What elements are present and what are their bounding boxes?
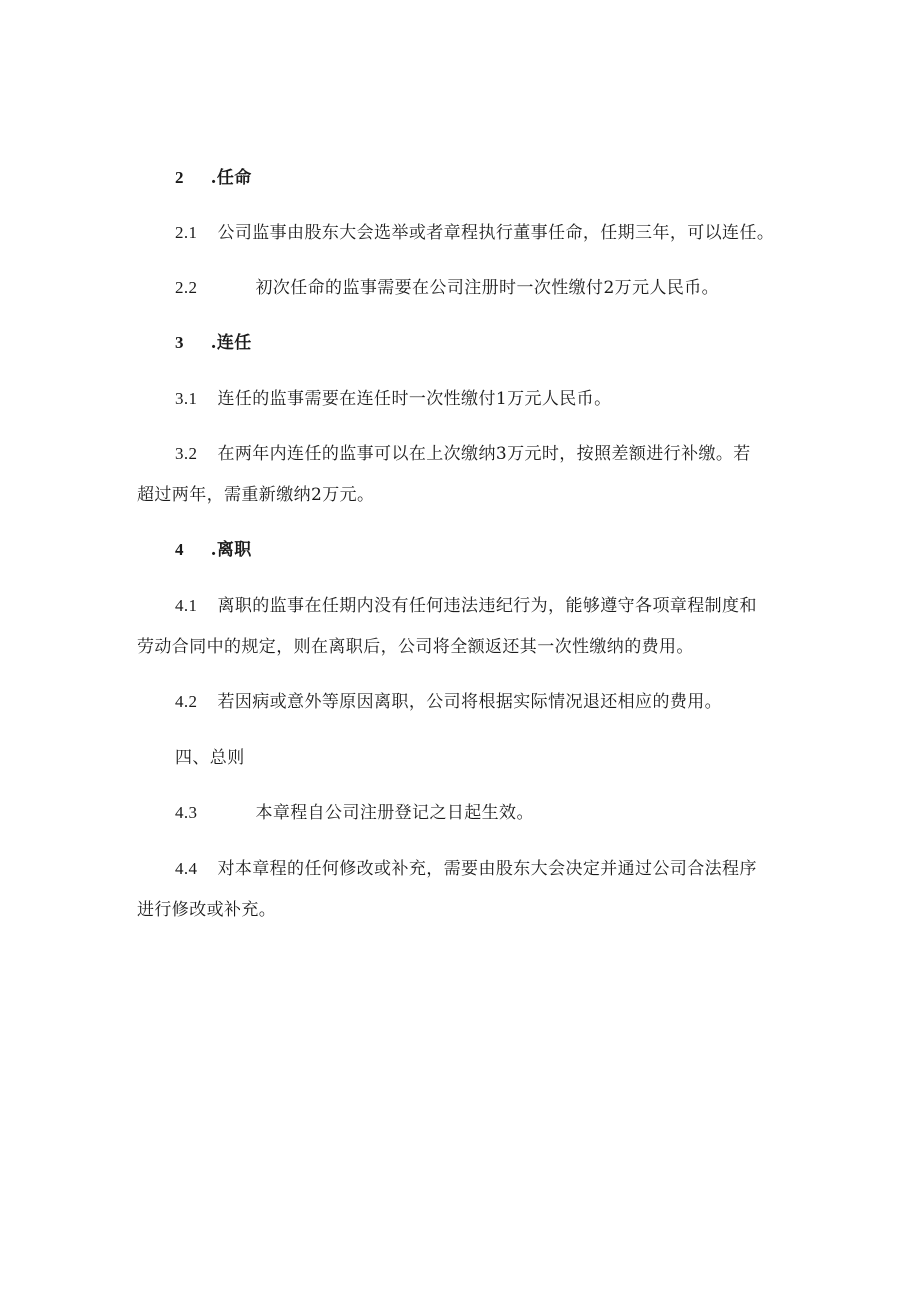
clause-3-2-continuation [137, 484, 374, 506]
clause-2-2 [175, 277, 719, 299]
clause-text: 离职的监事在任期内没有任何违法违纪行为，能够遵守各项章程制度和 [217, 596, 757, 616]
clause-text-continuation: 超过两年，需重新缴纳2万元。 [137, 485, 375, 505]
section-number: 4 [175, 540, 184, 559]
clause-4-1-continuation [137, 636, 694, 658]
clause-text: 对本章程的任何修改或补充，需要由股东大会决定并通过公司合法程序 [217, 859, 757, 879]
clause-number: 2.2 [175, 278, 198, 297]
section-heading-appointment [175, 167, 252, 189]
section-heading-general [175, 747, 245, 769]
section-title: 四、总则 [175, 748, 245, 768]
clause-3-2 [175, 443, 751, 465]
clause-4-3 [175, 802, 534, 824]
clause-number: 4.4 [175, 859, 198, 878]
clause-number: 4.1 [175, 596, 198, 615]
clause-4-4 [175, 858, 757, 880]
clause-text: 初次任命的监事需要在公司注册时一次性缴付2万元人民币。 [255, 278, 720, 298]
clause-text-continuation: 进行修改或补充。 [137, 900, 277, 920]
clause-text: 在两年内连任的监事可以在上次缴纳3万元时，按照差额进行补缴。若 [217, 444, 751, 464]
section-title: .连任 [210, 333, 252, 353]
clause-4-1 [175, 595, 757, 617]
clause-text-continuation: 劳动合同中的规定，则在离职后，公司将全额返还其一次性缴纳的费用。 [137, 637, 694, 657]
clause-4-4-continuation [137, 899, 276, 921]
clause-3-1 [175, 388, 611, 410]
section-number: 2 [175, 168, 184, 187]
clause-2-1 [175, 222, 774, 244]
clause-text: 连任的监事需要在连任时一次性缴付1万元人民币。 [217, 389, 612, 409]
section-title: .任命 [210, 168, 252, 188]
section-number: 3 [175, 333, 184, 352]
section-title: .离职 [210, 540, 252, 560]
section-heading-resignation [175, 539, 252, 561]
clause-number: 3.2 [175, 444, 198, 463]
clause-number: 3.1 [175, 389, 198, 408]
section-heading-reappointment [175, 332, 252, 354]
clause-number: 4.3 [175, 803, 198, 822]
clause-4-2 [175, 691, 722, 713]
clause-number: 2.1 [175, 223, 198, 242]
clause-text: 公司监事由股东大会选举或者章程执行董事任命，任期三年，可以连任。 [217, 223, 775, 243]
clause-text: 本章程自公司注册登记之日起生效。 [255, 803, 534, 823]
clause-text: 若因病或意外等原因离职，公司将根据实际情况退还相应的费用。 [217, 692, 723, 712]
clause-number: 4.2 [175, 692, 198, 711]
